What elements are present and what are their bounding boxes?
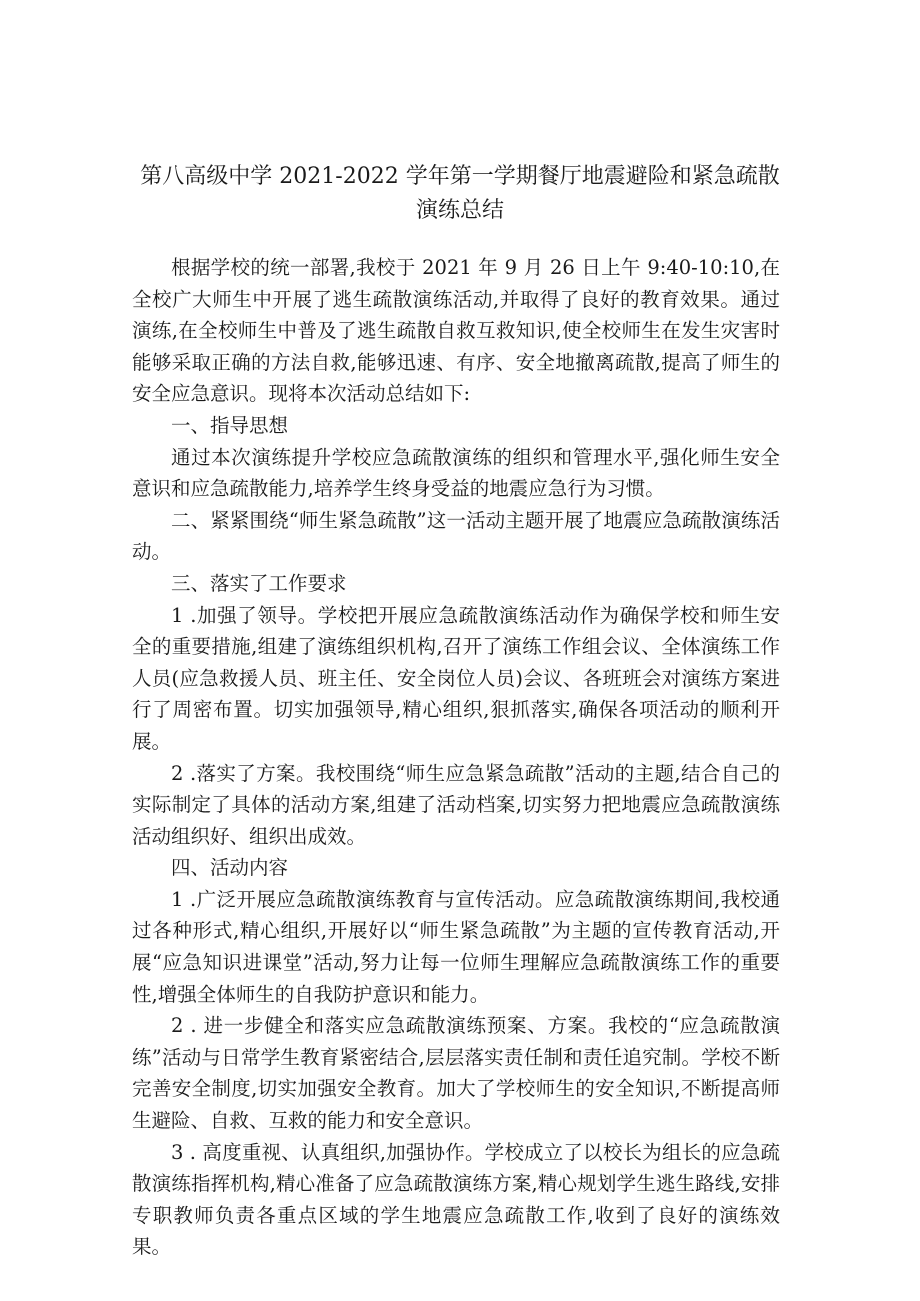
activities-item-2: 2 . 进一步健全和落实应急疏散演练预案、方案。我校的“应急疏散演练”活动与日常学生教育紧密结合,层层落实责任制和责任追究制。学校不断完善安全制度,切实加强安全教育。加大了学校师生的安全知识,不断提高师生避险、自救、互救的能力和安全意识。 <box>132 1014 780 1133</box>
guiding-idea-paragraph: 通过本次演练提升学校应急疏散演练的组织和管理水平,强化师生安全意识和应急疏散能力,培养学生终身受益的地震应急行为习惯。 <box>132 445 780 501</box>
section-heading-activities: 四、活动内容 <box>171 856 289 880</box>
title-line-2: 演练总结 <box>415 198 504 223</box>
title-line-1: 第八高级中学 2021-2022 学年第一学期餐厅地震避险和紧急疏散 <box>140 164 780 189</box>
document-body <box>132 252 780 1263</box>
section-heading-theme: 二、紧紧围绕“师生紧急疏散”这一活动主题开展了地震应急疏散演练活动。 <box>132 508 780 564</box>
activities-item-3: 3 . 高度重视、认真组织,加强协作。学校成立了以校长为组长的应急疏散演练指挥机构,精心准备了应急疏散演练方案,精心规划学生逃生路线,安排专职教师负责各重点区域的学生地震应急疏散工作,收到了良好的演练效果。 <box>132 1140 780 1259</box>
activities-item-1: 1 .广泛开展应急疏散演练教育与宣传活动。应急疏散演练期间,我校通过各种形式,精心组织,开展好以“师生紧急疏散”为主题的宣传教育活动,开展“应急知识进课堂”活动,努力让每一位师生理解应急疏散演练工作的重要性,增强全体师生的自我防护意识和能力。 <box>132 887 780 1006</box>
document-title <box>130 160 790 228</box>
section-heading-requirements: 三、落实了工作要求 <box>171 571 347 595</box>
requirements-item-1: 1 .加强了领导。学校把开展应急疏散演练活动作为确保学校和师生安全的重要措施,组建了演练组织机构,召开了演练工作组会议、全体演练工作人员(应急救援人员、班主任、安全岗位人员)会议、各班班会对演练方案进行了周密布置。切实加强领导,精心组织,狠抓落实,确保各项活动的顺利开展。 <box>132 603 780 753</box>
section-heading-guiding-idea: 一、指导思想 <box>171 413 289 437</box>
intro-paragraph: 根据学校的统一部署,我校于 2021 年 9 月 26 日上午 9:40-10:10,在全校广大师生中开展了逃生疏散演练活动,并取得了良好的教育效果。通过演练,在全校师生中普及了逃生疏散自救互救知识,使全校师生在发生灾害时能够采取正确的方法自救,能够迅速、有序、安全地撤离疏散,提高了师生的安全应急意识。现将本次活动总结如下: <box>132 256 780 406</box>
requirements-item-2: 2 .落实了方案。我校围绕“师生应急紧急疏散”活动的主题,结合自己的实际制定了具体的活动方案,组建了活动档案,切实努力把地震应急疏散演练活动组织好、组织出成效。 <box>132 761 780 848</box>
